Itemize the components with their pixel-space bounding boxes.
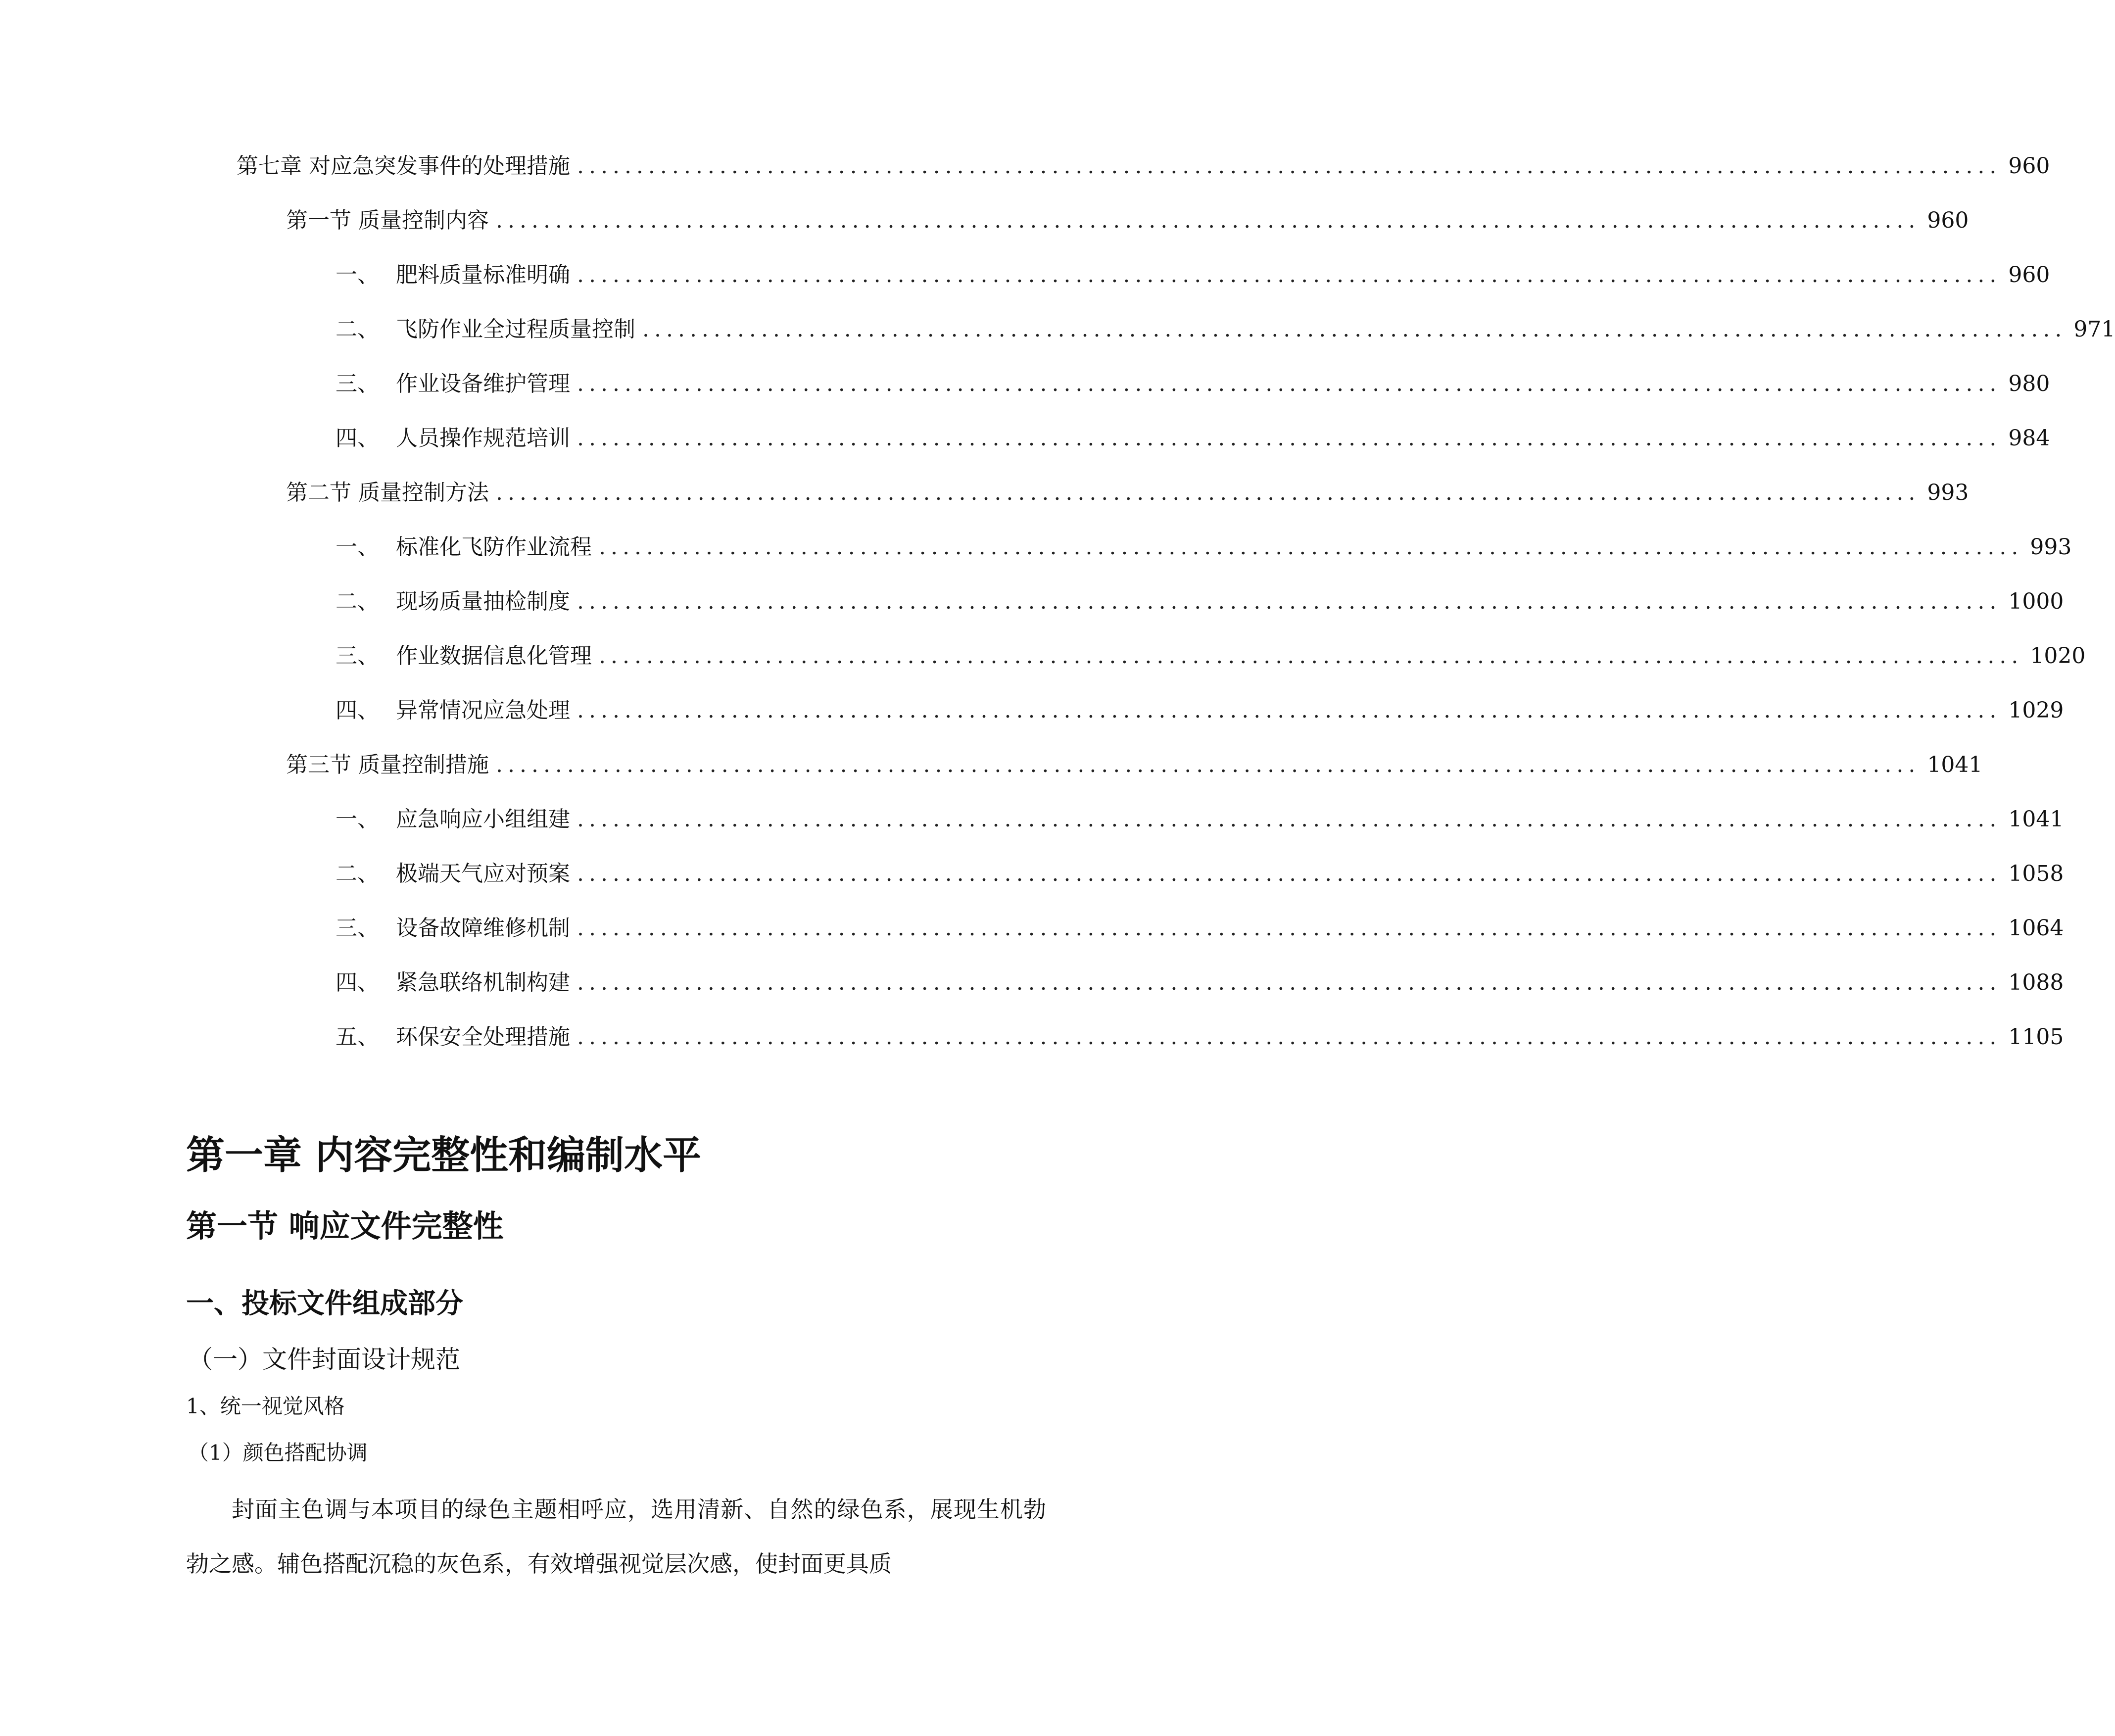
toc-page-number: 1000 [2008, 589, 2064, 614]
toc-entry-title: 环保安全处理措施 [396, 1024, 570, 1050]
toc-entry-title: 人员操作规范培训 [396, 426, 570, 451]
toc-leader-dots: ........................................................................................................................ [577, 1024, 2002, 1050]
toc-entry[interactable] [0, 201, 1969, 241]
toc-page-number: 980 [2008, 371, 2050, 396]
toc-page-number: 960 [2008, 262, 2050, 288]
toc-entry[interactable] [0, 909, 2064, 948]
toc-entry[interactable] [0, 800, 2064, 839]
toc-entry[interactable] [0, 528, 2072, 567]
toc-leader-dots: ........................................................................................................................ [642, 317, 2067, 342]
toc-entry-title: 标准化飞防作业流程 [396, 534, 592, 560]
toc-leader-dots: ........................................................................................................................ [577, 861, 2002, 886]
toc-entry-title: 设备故障维修机制 [396, 916, 570, 941]
toc-page-number: 1029 [2008, 698, 2064, 723]
toc-entry-number: 三、 [336, 371, 379, 396]
toc-leader-dots: ........................................................................................................................ [577, 698, 2002, 723]
toc-entry[interactable] [0, 364, 2050, 404]
chapter-heading: 第一章 内容完整性和编制水平 [186, 1133, 702, 1178]
toc-entry[interactable] [0, 963, 2064, 1003]
toc-entry[interactable] [0, 636, 2086, 676]
toc-leader-dots: ........................................................................................................................ [577, 262, 2002, 288]
toc-entry[interactable] [0, 310, 2115, 349]
toc-leader-dots: ........................................................................................................................ [577, 371, 2002, 396]
toc-entry[interactable] [0, 255, 2050, 295]
toc-page-number: 960 [1927, 208, 1969, 233]
toc-leader-dots: ........................................................................................................................ [496, 208, 1921, 233]
toc-page-number: 960 [2008, 153, 2050, 179]
toc-entry-number: 二、 [336, 317, 379, 342]
toc-leader-dots: ........................................................................................................................ [599, 534, 2023, 560]
toc-entry-title: 极端天气应对预案 [396, 861, 570, 886]
toc-entry-title: 应急响应小组组建 [396, 807, 570, 832]
toc-page-number: 984 [2008, 426, 2050, 451]
toc-entry-number: 三、 [336, 916, 379, 941]
toc-entry-number: 二、 [336, 861, 379, 886]
toc-leader-dots: ........................................................................................................................ [577, 807, 2002, 832]
toc-page-number: 1020 [2030, 643, 2086, 669]
toc-entry-title: 作业数据信息化管理 [396, 643, 592, 669]
toc-leader-dots: ........................................................................................................................ [496, 752, 1921, 777]
body-paragraph: 封面主色调与本项目的绿色主题相呼应，选用清新、自然的绿色系，展现生机勃勃之感。辅色搭配沉稳的灰色系，有效增强视觉层次感，使封面更具质 [186, 1496, 1046, 1577]
toc-leader-dots: ........................................................................................................................ [599, 643, 2023, 669]
toc-entry-title: 第一节 质量控制内容 [286, 208, 489, 233]
toc-page-number: 993 [2030, 534, 2072, 560]
toc-leader-dots: ........................................................................................................................ [577, 589, 2002, 614]
toc-entry[interactable] [0, 582, 2064, 622]
toc-entry-title: 第二节 质量控制方法 [286, 480, 489, 505]
toc-entry-title: 第三节 质量控制措施 [286, 752, 489, 777]
toc-entry-number: 四、 [336, 970, 379, 995]
point-heading: 1、统一视觉风格 [186, 1394, 345, 1418]
toc-page-number: 1041 [2008, 807, 2064, 832]
item-heading: （一）文件封面设计规范 [188, 1345, 460, 1374]
toc-entry[interactable] [0, 854, 2064, 894]
toc-page-number: 971 [2073, 317, 2115, 342]
toc-page-number: 1064 [2008, 916, 2064, 941]
toc-leader-dots: ........................................................................................................................ [577, 916, 2002, 941]
toc-entry[interactable] [0, 473, 1969, 513]
toc-entry[interactable] [0, 419, 2050, 458]
toc-entry-title: 飞防作业全过程质量控制 [396, 317, 635, 342]
toc-entry-number: 一、 [336, 807, 379, 832]
section-heading: 第一节 响应文件完整性 [186, 1208, 504, 1244]
toc-entry[interactable] [0, 1017, 2064, 1057]
toc-entry-number: 四、 [336, 698, 379, 723]
toc-page-number: 1041 [1927, 752, 1983, 777]
toc-leader-dots: ........................................................................................................................ [577, 153, 2002, 179]
toc-entry-number: 二、 [336, 589, 379, 614]
toc-entry[interactable] [0, 745, 1983, 785]
toc-entry-title: 异常情况应急处理 [396, 698, 570, 723]
toc-entry-title: 现场质量抽检制度 [396, 589, 570, 614]
toc-leader-dots: ........................................................................................................................ [577, 426, 2002, 451]
toc-page-number: 1058 [2008, 861, 2064, 886]
toc-page-number: 993 [1927, 480, 1969, 505]
toc-page-number: 1105 [2008, 1024, 2064, 1050]
toc-leader-dots: ........................................................................................................................ [496, 480, 1921, 505]
toc-entry-title: 肥料质量标准明确 [396, 262, 570, 288]
toc-entry-number: 三、 [336, 643, 379, 669]
toc-entry-number: 一、 [336, 534, 379, 560]
toc-entry-number: 一、 [336, 262, 379, 288]
toc-entry-number: 四、 [336, 426, 379, 451]
subpoint-heading: （1）颜色搭配协调 [188, 1441, 368, 1465]
toc-entry[interactable] [0, 691, 2064, 730]
toc-entry-title: 作业设备维护管理 [396, 371, 570, 396]
toc-entry[interactable] [0, 146, 2050, 186]
toc-page-number: 1088 [2008, 970, 2064, 995]
toc-entry-title: 第七章 对应急突发事件的处理措施 [237, 153, 570, 179]
toc-entry-title: 紧急联络机制构建 [396, 970, 570, 995]
toc-entry-number: 五、 [336, 1024, 379, 1050]
subsection-heading: 一、投标文件组成部分 [186, 1288, 463, 1320]
toc-leader-dots: ........................................................................................................................ [577, 970, 2002, 995]
